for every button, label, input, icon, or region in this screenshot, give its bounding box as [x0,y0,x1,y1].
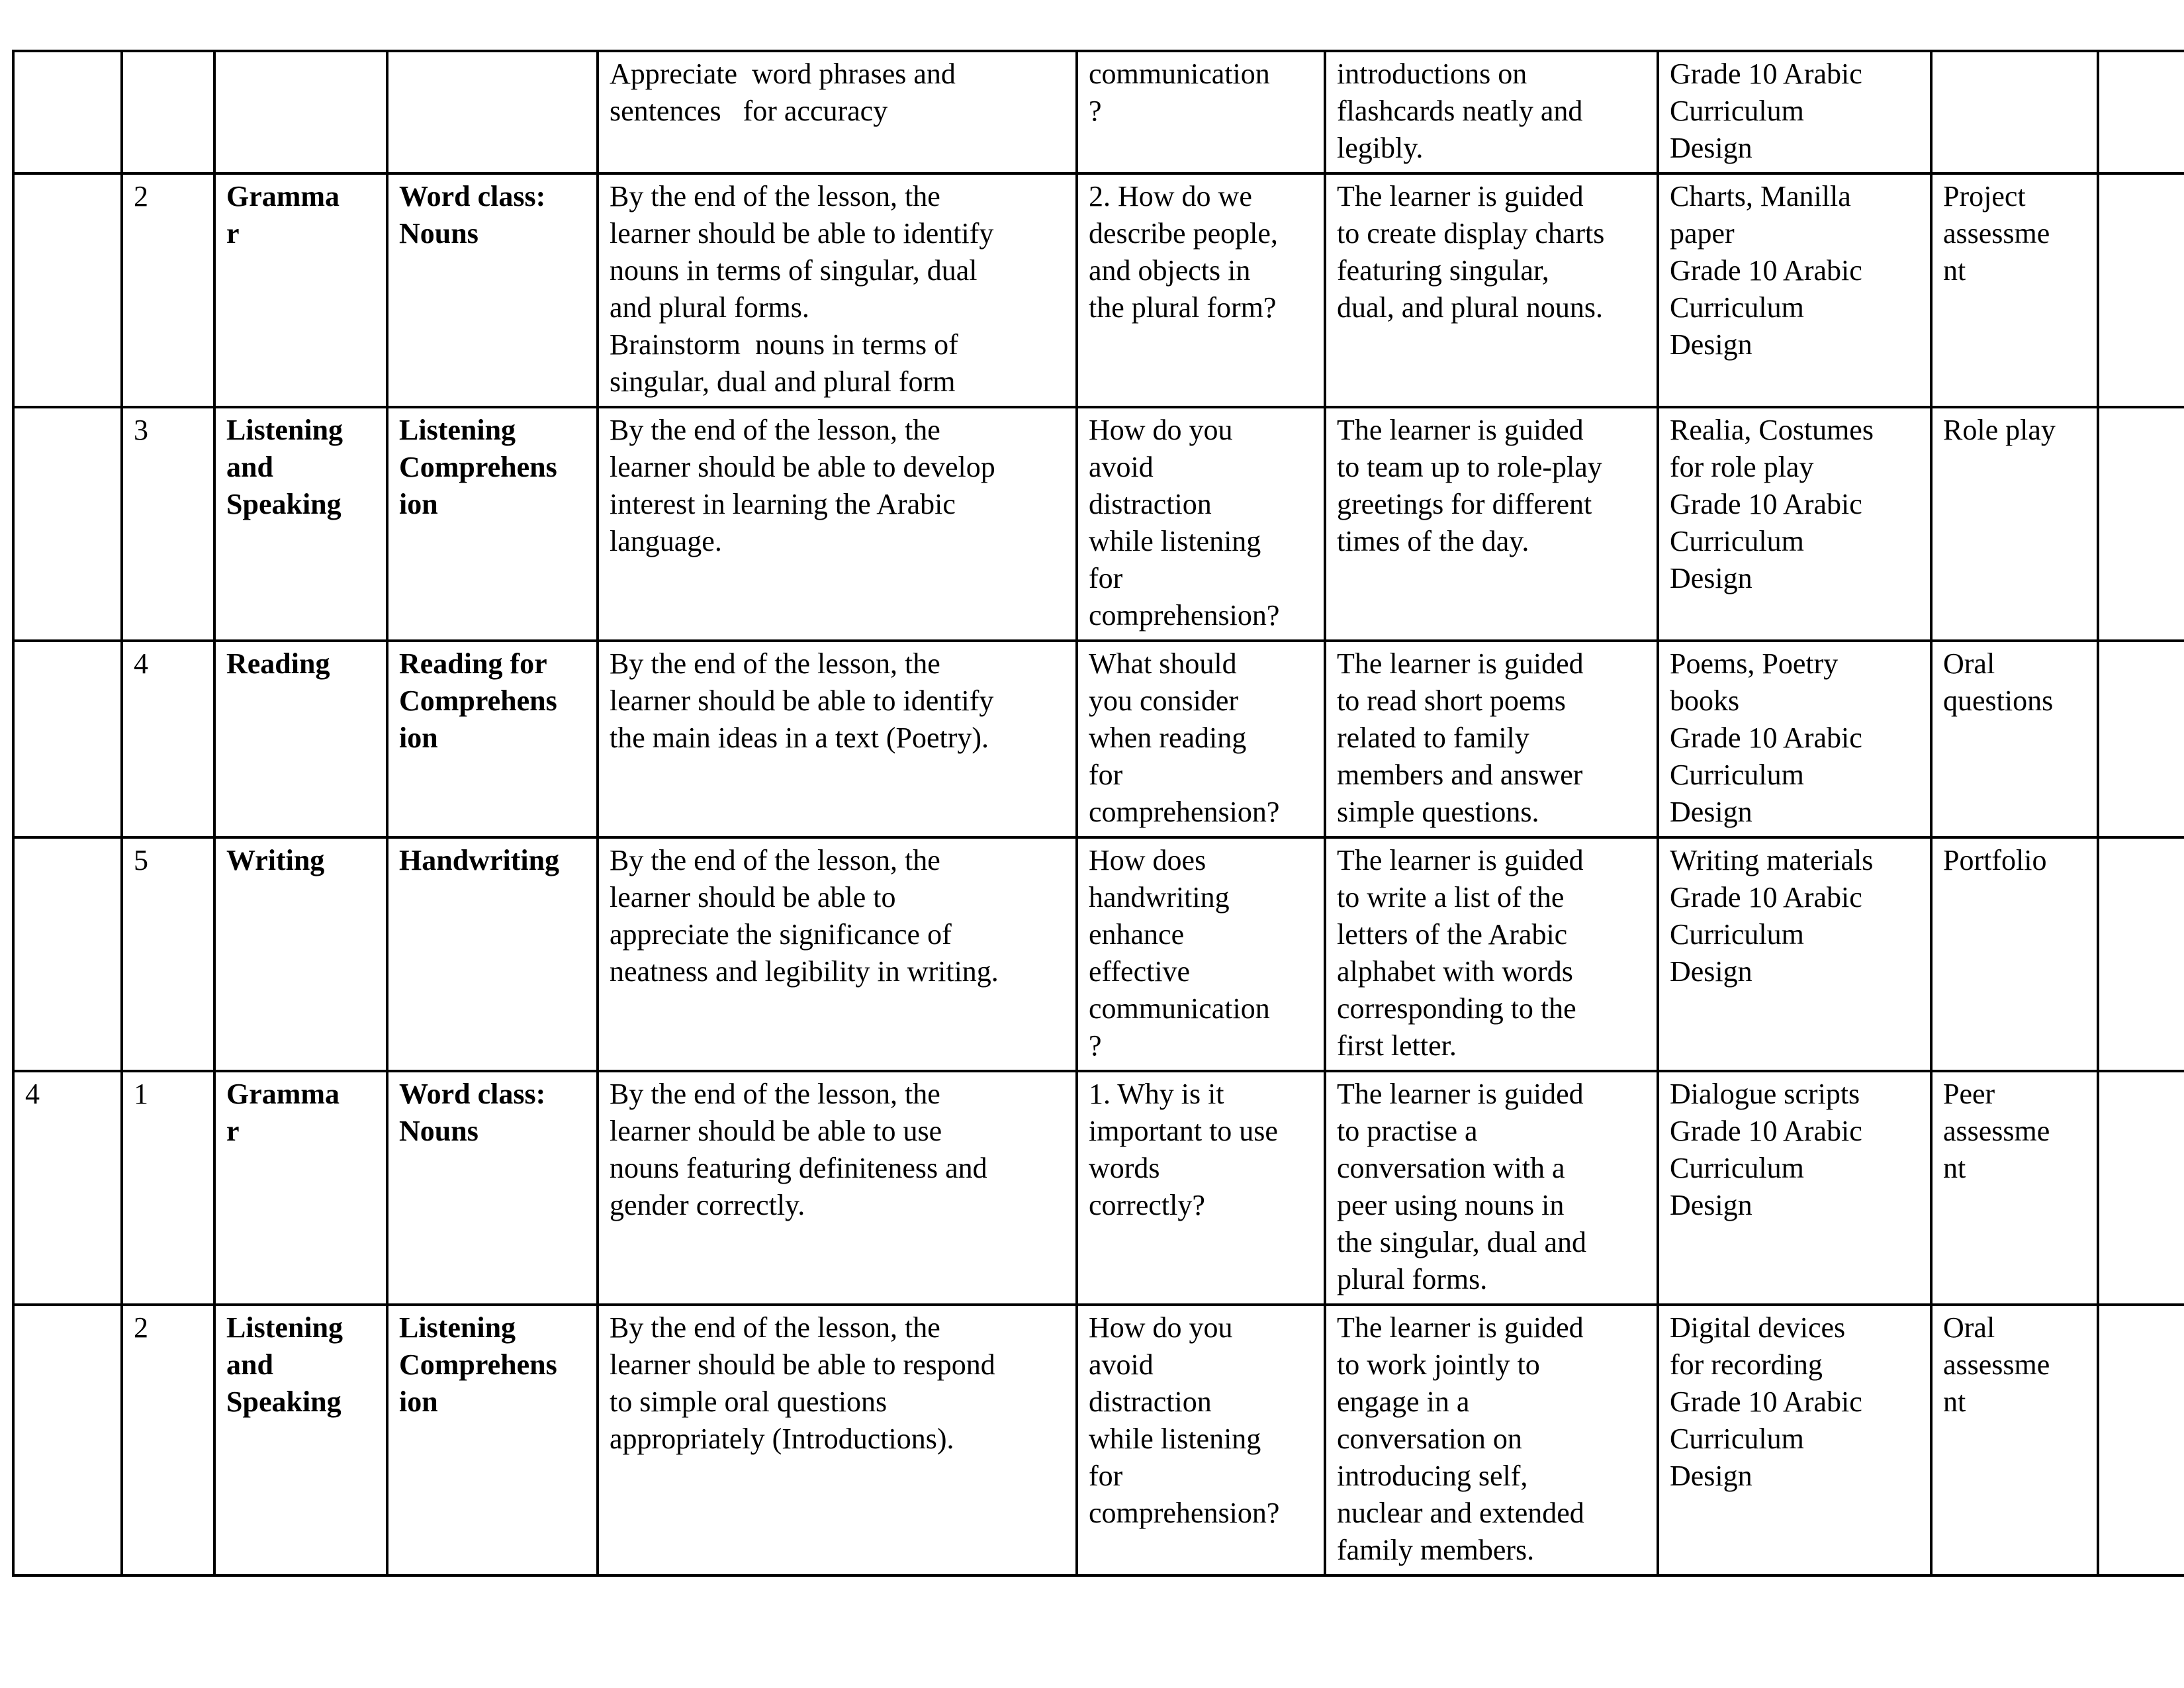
cell-week [13,51,122,173]
cell-learning-experiences: The learner is guided to work jointly to engage in a conversation on introducing self, nuclear and extended family members. [1325,1305,1658,1575]
cell-assessment: Project assessme nt [1931,173,2098,407]
cell-learning-resources: Realia, Costumes for role play Grade 10 Arabic Curriculum Design [1658,407,1931,641]
cell-outcomes: Appreciate word phrases and sentences for accuracy [598,51,1077,173]
cell-learning-experiences: The learner is guided to read short poems related to family members and answer simple questions. [1325,641,1658,837]
cell-outcomes: By the end of the lesson, the learner should be able to identify the main ideas in a text (Poetry). [598,641,1077,837]
cell-inquiry-question: What should you consider when reading for comprehension? [1077,641,1325,837]
cell-assessment: Peer assessme nt [1931,1071,2098,1305]
cell-substrand: Listening Comprehens ion [387,1305,598,1575]
cell-learning-experiences: introductions on flashcards neatly and legibly. [1325,51,1658,173]
table-row [13,1305,2184,1575]
table-row [13,1071,2184,1305]
cell-remarks [2098,837,2184,1071]
cell-strand: Writing [214,837,387,1071]
cell-week [13,1305,122,1575]
cell-substrand [387,51,598,173]
cell-week: 4 [13,1071,122,1305]
cell-remarks [2098,1071,2184,1305]
cell-learning-resources: Dialogue scripts Grade 10 Arabic Curriculum Design [1658,1071,1931,1305]
cell-remarks [2098,173,2184,407]
cell-lesson-number: 4 [122,641,214,837]
cell-strand: Listening and Speaking [214,407,387,641]
cell-substrand: Word class: Nouns [387,1071,598,1305]
cell-learning-resources: Grade 10 Arabic Curriculum Design [1658,51,1931,173]
table-row [13,641,2184,837]
cell-strand: Reading [214,641,387,837]
cell-lesson-number [122,51,214,173]
cell-lesson-number: 2 [122,1305,214,1575]
cell-remarks [2098,407,2184,641]
cell-substrand: Word class: Nouns [387,173,598,407]
table-row [13,837,2184,1071]
cell-inquiry-question: 1. Why is it important to use words correctly? [1077,1071,1325,1305]
cell-outcomes: By the end of the lesson, the learner should be able to appreciate the significance of neatness and legibility in writing. [598,837,1077,1071]
cell-outcomes: By the end of the lesson, the learner should be able to use nouns featuring definiteness and gender correctly. [598,1071,1077,1305]
cell-remarks [2098,51,2184,173]
cell-week [13,837,122,1071]
cell-strand [214,51,387,173]
cell-strand: Gramma r [214,173,387,407]
cell-substrand: Handwriting [387,837,598,1071]
cell-strand: Gramma r [214,1071,387,1305]
cell-lesson-number: 1 [122,1071,214,1305]
cell-learning-experiences: The learner is guided to practise a conversation with a peer using nouns in the singular, dual and plural forms. [1325,1071,1658,1305]
cell-learning-experiences: The learner is guided to create display charts featuring singular, dual, and plural nouns. [1325,173,1658,407]
cell-week [13,173,122,407]
cell-assessment: Role play [1931,407,2098,641]
table-row [13,407,2184,641]
cell-week [13,641,122,837]
scheme-of-work-table [12,50,2184,1577]
cell-learning-resources: Charts, Manilla paper Grade 10 Arabic Curriculum Design [1658,173,1931,407]
cell-outcomes: By the end of the lesson, the learner should be able to respond to simple oral questions appropriately (Introductions). [598,1305,1077,1575]
cell-learning-resources: Writing materials Grade 10 Arabic Curriculum Design [1658,837,1931,1071]
cell-lesson-number: 5 [122,837,214,1071]
table-row [13,51,2184,173]
cell-remarks [2098,1305,2184,1575]
cell-lesson-number: 3 [122,407,214,641]
cell-outcomes: By the end of the lesson, the learner should be able to develop interest in learning the Arabic language. [598,407,1077,641]
cell-substrand: Listening Comprehens ion [387,407,598,641]
cell-lesson-number: 2 [122,173,214,407]
cell-assessment: Oral assessme nt [1931,1305,2098,1575]
cell-assessment: Portfolio [1931,837,2098,1071]
cell-learning-resources: Digital devices for recording Grade 10 Arabic Curriculum Design [1658,1305,1931,1575]
cell-inquiry-question: How does handwriting enhance effective communication ? [1077,837,1325,1071]
cell-inquiry-question: 2. How do we describe people, and objects in the plural form? [1077,173,1325,407]
cell-week [13,407,122,641]
cell-strand: Listening and Speaking [214,1305,387,1575]
cell-inquiry-question: How do you avoid distraction while listening for comprehension? [1077,407,1325,641]
cell-inquiry-question: How do you avoid distraction while listening for comprehension? [1077,1305,1325,1575]
cell-learning-resources: Poems, Poetry books Grade 10 Arabic Curriculum Design [1658,641,1931,837]
cell-assessment [1931,51,2098,173]
cell-assessment: Oral questions [1931,641,2098,837]
cell-learning-experiences: The learner is guided to write a list of the letters of the Arabic alphabet with words corresponding to the first letter. [1325,837,1658,1071]
cell-learning-experiences: The learner is guided to team up to role-play greetings for different times of the day. [1325,407,1658,641]
cell-remarks [2098,641,2184,837]
table-row [13,173,2184,407]
cell-outcomes: By the end of the lesson, the learner should be able to identify nouns in terms of singular, dual and plural forms. Brainstorm nouns in terms of singular, dual and plural form [598,173,1077,407]
cell-substrand: Reading for Comprehens ion [387,641,598,837]
cell-inquiry-question: communication ? [1077,51,1325,173]
